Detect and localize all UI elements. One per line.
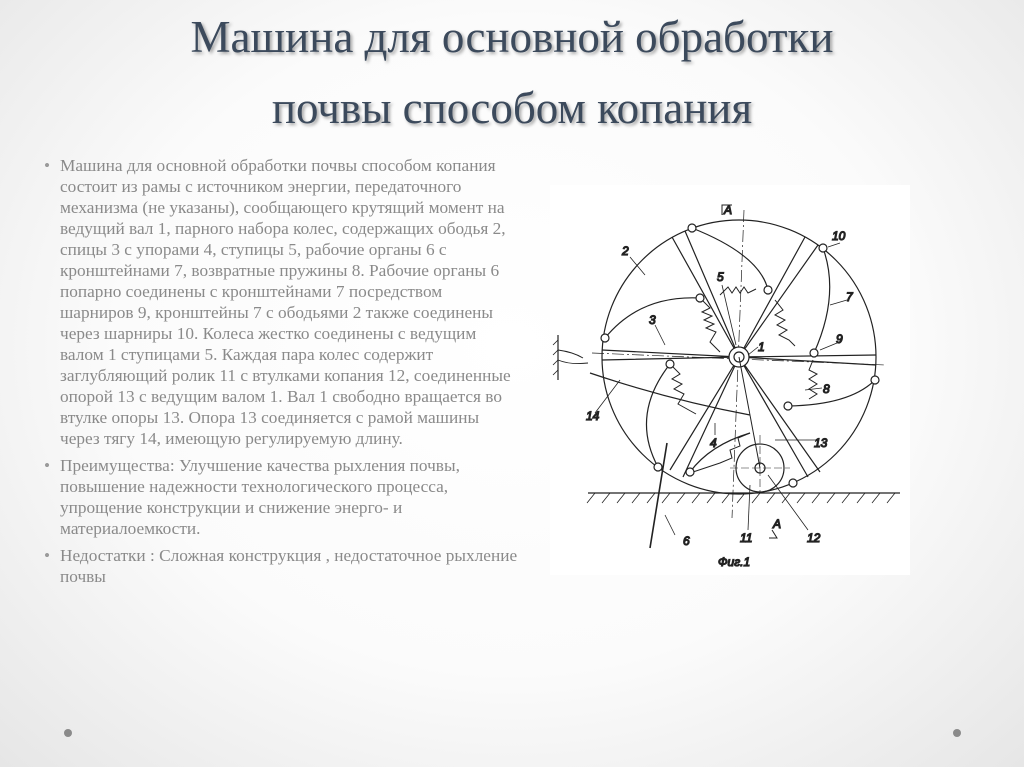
label-10: 10 <box>832 229 846 243</box>
slide-body <box>40 155 520 593</box>
label-2: 2 <box>622 244 629 258</box>
section-mark-top: A <box>724 203 733 217</box>
figure-caption: Фиг.1 <box>718 555 751 569</box>
bullet-disadvantages: • Недостатки : Сложная конструкция , недостаточное рыхление почвы <box>40 545 520 587</box>
label-12: 12 <box>807 531 821 545</box>
label-11: 11 <box>740 531 753 545</box>
label-8: 8 <box>823 382 830 396</box>
slide-nav-dot-left <box>64 729 72 737</box>
slide-title-line-2: почвы способом копания <box>271 83 753 133</box>
bullet-advantages: • Преимущества: Улучшение качества рыхления почвы, повышение надежности технологического процесса, упрощение конструкции и снижение энерго- и материалоемкости. <box>40 455 520 539</box>
label-6: 6 <box>683 534 690 548</box>
label-1: 1 <box>758 340 765 354</box>
machine-drawing <box>550 185 910 575</box>
section-mark-bottom: A <box>773 517 782 531</box>
label-4: 4 <box>710 436 717 450</box>
slide-nav-dot-right <box>953 729 961 737</box>
slide-title-line-1: Машина для основной обработки <box>190 12 834 62</box>
machine-diagram <box>550 185 910 575</box>
bullet-description: • Машина для основной обработки почвы способом копания состоит из рамы с источником энергии, передаточного механизма (не указаны), сообщающего крутящий момент на ведущий вал 1, парного набора колес, содержащих ободья 2, спицы 3 с упорами 4, ступицы 5, рабочие органы 6 с кронштейнами 7, возвратные пружины 8. Рабочие органы 6 попарно соединены с кронштейнами 7 посредством шарниров 9, кронштейны 7 с ободьями 2 также соединены через шарниры 10. Колеса жестко соединены с ведущим валом 1 ступицами 5. Каждая пара колес содержит заглубляющий ролик 11 с втулками копания 12, соединенные опорой 13 с ведущим валом 1. Вал 1 свободно вращается во втулке опоры 13. Опора 13 соединяется с рамой машины через тягу 14, имеющую регулируемую длину. <box>40 155 520 449</box>
slide-title <box>0 0 1024 144</box>
label-14: 14 <box>586 409 600 423</box>
label-5: 5 <box>717 270 724 284</box>
label-3: 3 <box>649 313 656 327</box>
label-7: 7 <box>846 290 853 304</box>
label-9: 9 <box>836 332 843 346</box>
label-13: 13 <box>814 436 828 450</box>
